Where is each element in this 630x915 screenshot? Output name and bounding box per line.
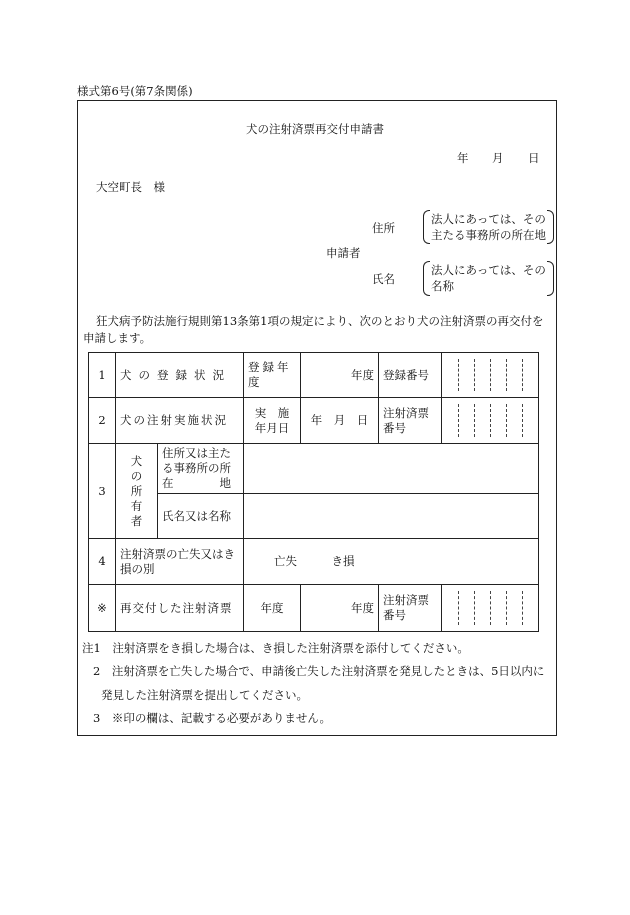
vaccination-date-value: 年 月 日 bbox=[301, 398, 379, 444]
addressee: 大空町長 様 bbox=[96, 180, 165, 194]
table-row-registration bbox=[89, 353, 539, 398]
owner-name-label: 氏名又は名称 bbox=[158, 494, 244, 539]
registration-year-label: 登録年 度 bbox=[244, 353, 301, 398]
table-row-reissued-tag bbox=[89, 585, 539, 632]
registration-number-boxes bbox=[442, 353, 539, 398]
address-note-line1: 法人にあっては、その bbox=[431, 212, 546, 226]
row-number: 1 bbox=[89, 353, 116, 398]
table-row-vaccination bbox=[89, 398, 539, 444]
reissued-tag-number-label: 注射済票 番号 bbox=[379, 585, 442, 632]
row-number: 3 bbox=[89, 444, 116, 539]
name-label: 氏名 bbox=[372, 272, 395, 286]
vaccination-label: 犬の注射実施状況 bbox=[116, 398, 244, 444]
row-number: ※ bbox=[89, 585, 116, 632]
row-number: 2 bbox=[89, 398, 116, 444]
note-2-continued: 発見した注射済票を提出してください。 bbox=[101, 688, 308, 702]
date-year: 年 bbox=[457, 151, 469, 165]
owner-address-field[interactable] bbox=[244, 444, 539, 494]
loss-type-label: 注射済票の亡失又はき 損の別 bbox=[116, 539, 244, 585]
reissued-year-value: 年度 bbox=[301, 585, 379, 632]
owner-label: 犬 の 所 有 者 bbox=[116, 444, 158, 539]
note-1: 注1 注射済票をき損した場合は、き損した注射済票を添付してください。 bbox=[82, 641, 469, 655]
owner-name-field[interactable] bbox=[244, 494, 539, 539]
form-title: 犬の注射済票再交付申請書 bbox=[246, 122, 384, 136]
body-text-line2: 申請します。 bbox=[83, 331, 152, 345]
registration-label: 犬の登録状況 bbox=[116, 353, 244, 398]
form-number: 様式第6号(第7条関係) bbox=[77, 84, 193, 98]
tag-number-label: 注射済票 番号 bbox=[379, 398, 442, 444]
application-table bbox=[88, 352, 539, 632]
name-brace-left bbox=[423, 261, 430, 296]
owner-address-label: 住所又は主た る事務所の所 在 地 bbox=[158, 444, 244, 494]
body-text-line1: 狂犬病予防法施行規則第13条第1項の規定により、次のとおり犬の注射済票の再交付を bbox=[96, 314, 544, 328]
address-label: 住所 bbox=[372, 221, 395, 235]
registration-number-label: 登録番号 bbox=[379, 353, 442, 398]
date-month: 月 bbox=[492, 151, 504, 165]
reissued-tag-label: 再交付した注射済票 bbox=[116, 585, 244, 632]
name-note-line1: 法人にあっては、その bbox=[431, 263, 546, 277]
table-row-owner-address bbox=[89, 444, 539, 494]
date-day: 日 bbox=[528, 151, 540, 165]
tag-number-boxes bbox=[442, 398, 539, 444]
table-row-loss-type bbox=[89, 539, 539, 585]
registration-year-value: 年度 bbox=[301, 353, 379, 398]
vaccination-date-label: 実 施 年月日 bbox=[244, 398, 301, 444]
address-note-line2: 主たる事務所の所在地 bbox=[431, 228, 546, 242]
reissued-year-label: 年度 bbox=[244, 585, 301, 632]
address-brace-left bbox=[423, 210, 430, 244]
note-2: 2 注射済票を亡失した場合で、申請後亡失した注射済票を発見したときは、5日以内に bbox=[93, 664, 545, 678]
name-note-line2: 名称 bbox=[431, 279, 454, 293]
name-brace-right bbox=[547, 261, 554, 296]
note-3: 3 ※印の欄は、記載する必要がありません。 bbox=[93, 711, 332, 725]
applicant-label: 申請者 bbox=[326, 246, 361, 260]
row-number: 4 bbox=[89, 539, 116, 585]
address-brace-right bbox=[547, 210, 554, 244]
reissued-tag-number-boxes bbox=[442, 585, 539, 632]
loss-type-options: 亡失 き損 bbox=[244, 539, 539, 585]
